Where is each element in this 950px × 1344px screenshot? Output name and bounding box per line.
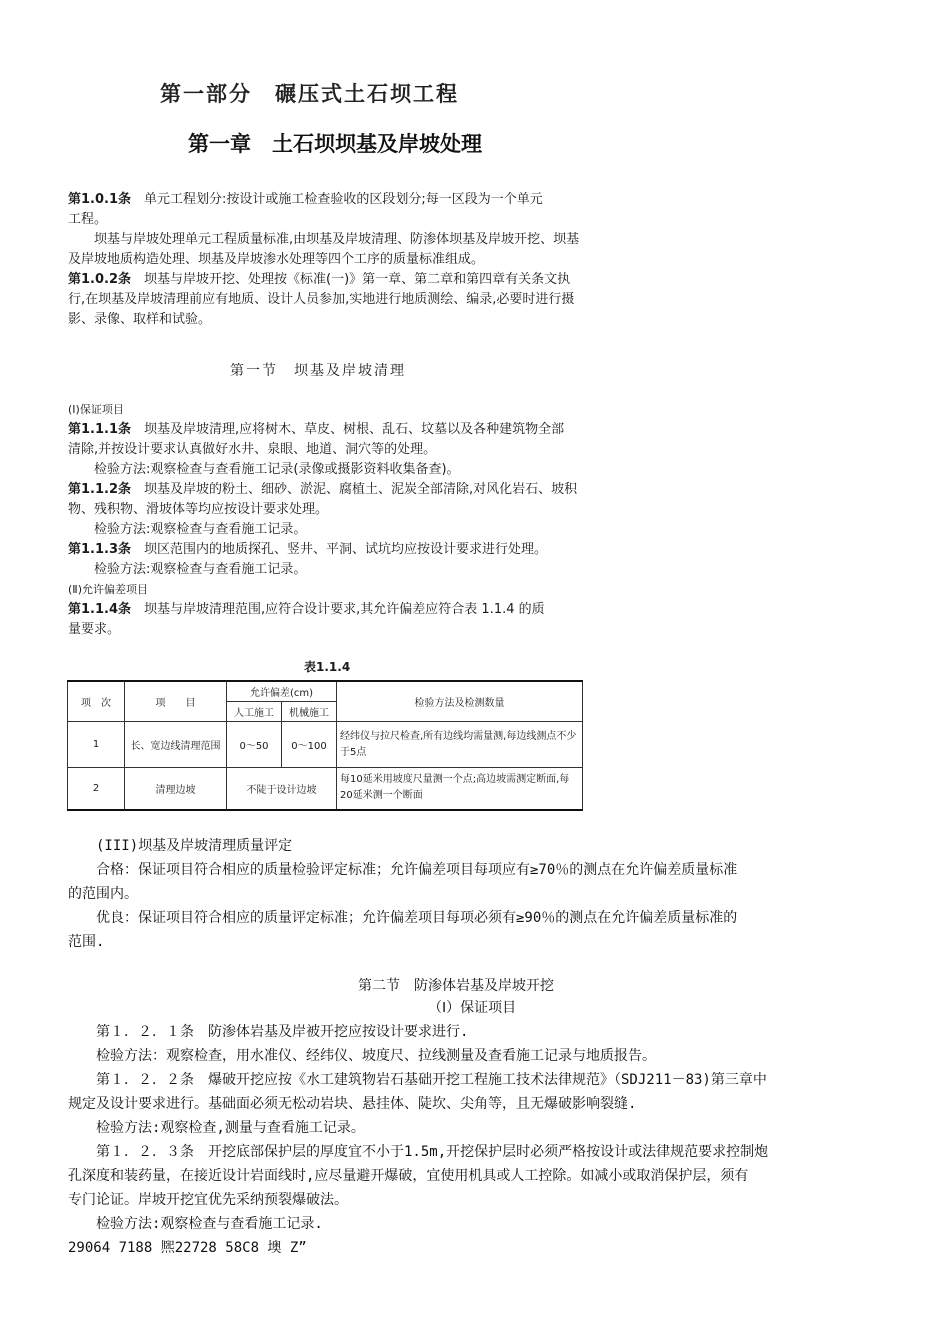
- article-text: 坝基与岸坡清理范围,应符合设计要求,其允许偏差应符合表 1.1.4 的质: [131, 602, 545, 617]
- text-line: 的范围内。: [68, 886, 138, 902]
- text-line: 29064 7188 熈22728 58C8 墺 Z”: [68, 1240, 307, 1256]
- chapter-title: 第一章 土石坝坝基及岸坡处理: [188, 132, 482, 156]
- text-line: 范围.: [68, 934, 105, 950]
- text-line: [68, 400, 577, 420]
- text-line: [68, 600, 577, 620]
- article-text: 检验方法:观察检查与查看施工记录。: [68, 562, 307, 577]
- section1-title: 第一节 坝基及岸坡清理: [230, 363, 406, 379]
- text-line: [68, 310, 579, 330]
- article-block-section1: [68, 400, 577, 640]
- article-text: 坝区范围内的地质探孔、竖井、平洞、试坑均应按设计要求进行处理。: [131, 542, 548, 557]
- text-line: 第１．２．２条 爆破开挖应按《水工建筑物岩石基础开挖工程施工技术法律规范》（SDJ211－83)第三章中: [68, 1072, 767, 1088]
- article-text: 物、残积物、滑坡体等均应按设计要求处理。: [68, 502, 329, 517]
- text-line: [68, 560, 577, 580]
- text-line: [68, 480, 577, 500]
- section2-text: [68, 1020, 768, 1260]
- header-machine: 机械施工: [282, 702, 337, 722]
- text-line: 检验方法:观察检查与查看施工记录.: [68, 1216, 323, 1232]
- article-text: 单元工程划分:按设计或施工检查验收的区段划分;每一区段为一个单元: [131, 192, 543, 207]
- article-number: 第1.0.1条: [68, 192, 132, 207]
- header-item: 项 目: [125, 681, 227, 722]
- article-number: 第1.1.3条: [68, 542, 132, 557]
- text-line: [68, 190, 579, 210]
- row-method: 每10延米用坡度尺量测一个点;高边坡需测定断面,每20延米测一个断面: [337, 768, 583, 810]
- table-title: 表1.1.4: [304, 660, 351, 674]
- row-manual: 0～50: [227, 722, 282, 768]
- text-line: [68, 500, 577, 520]
- text-line: 规定及设计要求进行。基础面必须无松动岩块、悬挂体、陡坎、尖角等，且无爆破影响裂缝.: [68, 1096, 637, 1112]
- text-line: (III)坝基及岸坡清理质量评定: [68, 838, 293, 854]
- text-line: 第１．２．３条 开挖底部保护层的厚度宜不小于1.5m,开挖保护层时必须严格按设计或法律规范要求控制炮: [68, 1144, 769, 1160]
- article-number: 第1.1.4条: [68, 602, 132, 617]
- row-item: 长、宽边线清理范围: [125, 722, 227, 768]
- header-manual: 人工施工: [227, 702, 282, 722]
- text-line: [68, 460, 577, 480]
- header-method: 检验方法及检测数量: [337, 681, 583, 722]
- text-line: [68, 250, 579, 270]
- article-text: (Ⅱ)允许偏差项目: [68, 583, 148, 596]
- text-line: [68, 210, 579, 230]
- article-block-general: [68, 190, 579, 330]
- row-no: 2: [68, 768, 125, 810]
- section2-title: 第二节 防渗体岩基及岸坡开挖: [358, 978, 554, 994]
- article-text: 工程。: [68, 212, 108, 227]
- text-line: 合格：保证项目符合相应的质量检验评定标准；允许偏差项目每项应有≥70％的测点在允许偏差质量标准: [68, 862, 738, 878]
- text-line: 专门论证。岸坡开挖宜优先采纳预裂爆破法。: [68, 1192, 348, 1208]
- text-line: 第１．２．１条 防渗体岩基及岸被开挖应按设计要求进行.: [68, 1024, 469, 1040]
- row-item: 清理边坡: [125, 768, 227, 810]
- table-1-1-4: [67, 680, 583, 811]
- text-line: 孔深度和装药量，在接近设计岩面线时,应尽量避开爆破，宜使用机具或人工控除。如减小或取消保护层，须有: [68, 1168, 749, 1184]
- text-line: [68, 580, 577, 600]
- text-line: [68, 520, 577, 540]
- article-number: 第1.1.2条: [68, 482, 132, 497]
- table-row: [68, 722, 583, 768]
- row-deviation: 不陡于设计边坡: [227, 768, 337, 810]
- text-line: [68, 440, 577, 460]
- header-deviation: 允许偏差(cm): [227, 681, 337, 702]
- text-line: 优良：保证项目符合相应的质量评定标准；允许偏差项目每项必须有≥90％的测点在允许偏差质量标准的: [68, 910, 738, 926]
- text-line: [68, 620, 577, 640]
- text-line: 检验方法:观察检查,测量与查看施工记录。: [68, 1120, 365, 1136]
- article-text: 影、录像、取样和试验。: [68, 312, 212, 327]
- article-number: 第1.0.2条: [68, 272, 132, 287]
- article-text: 坝基及岸坡的粉土、细砂、淤泥、腐植土、泥炭全部清除,对风化岩石、坡积: [131, 482, 578, 497]
- article-text: 及岸坡地质构造处理、坝基及岸坡渗水处理等四个工序的质量标准组成。: [68, 252, 485, 267]
- text-line: [68, 290, 579, 310]
- section2-subtitle: （Ⅰ）保证项目: [428, 1000, 517, 1016]
- row-method: 经纬仪与拉尺检查,所有边线均需量测,每边线测点不少于5点: [337, 722, 583, 768]
- article-text: 坝基与岸坡开挖、处理按《标准(一)》第一章、第二章和第四章有关条文执: [131, 272, 571, 287]
- article-text: 量要求。: [68, 622, 121, 637]
- article-number: 第1.1.1条: [68, 422, 132, 437]
- text-line: [68, 230, 579, 250]
- text-line: [68, 420, 577, 440]
- article-text: 清除,并按设计要求认真做好水井、泉眼、地道、洞穴等的处理。: [68, 442, 437, 457]
- article-text: 检验方法:观察检查与查看施工记录(录像或摄影资料收集备查)。: [68, 462, 460, 477]
- text-line: [68, 270, 579, 290]
- article-text: 行,在坝基及岸坡清理前应有地质、设计人员参加,实地进行地质测绘、编录,必要时进行摄: [68, 292, 575, 307]
- text-line: [68, 540, 577, 560]
- header-no: 项 次: [68, 681, 125, 722]
- quality-evaluation-text: [68, 834, 737, 954]
- part-title: 第一部分 碾压式土石坝工程: [160, 82, 459, 106]
- article-text: 坝基与岸坡处理单元工程质量标准,由坝基及岸坡清理、防渗体坝基及岸坡开挖、坝基: [68, 232, 580, 247]
- table-row: [68, 768, 583, 810]
- row-no: 1: [68, 722, 125, 768]
- article-text: 检验方法:观察检查与查看施工记录。: [68, 522, 307, 537]
- article-text: 坝基及岸坡清理,应将树木、草皮、树根、乱石、坟墓以及各种建筑物全部: [131, 422, 565, 437]
- row-machine: 0～100: [282, 722, 337, 768]
- text-line: 检验方法：观察检查，用水准仪、经纬仪、坡度尺、拉线测量及查看施工记录与地质报告。: [68, 1048, 656, 1064]
- article-text: (Ⅰ)保证项目: [68, 403, 124, 416]
